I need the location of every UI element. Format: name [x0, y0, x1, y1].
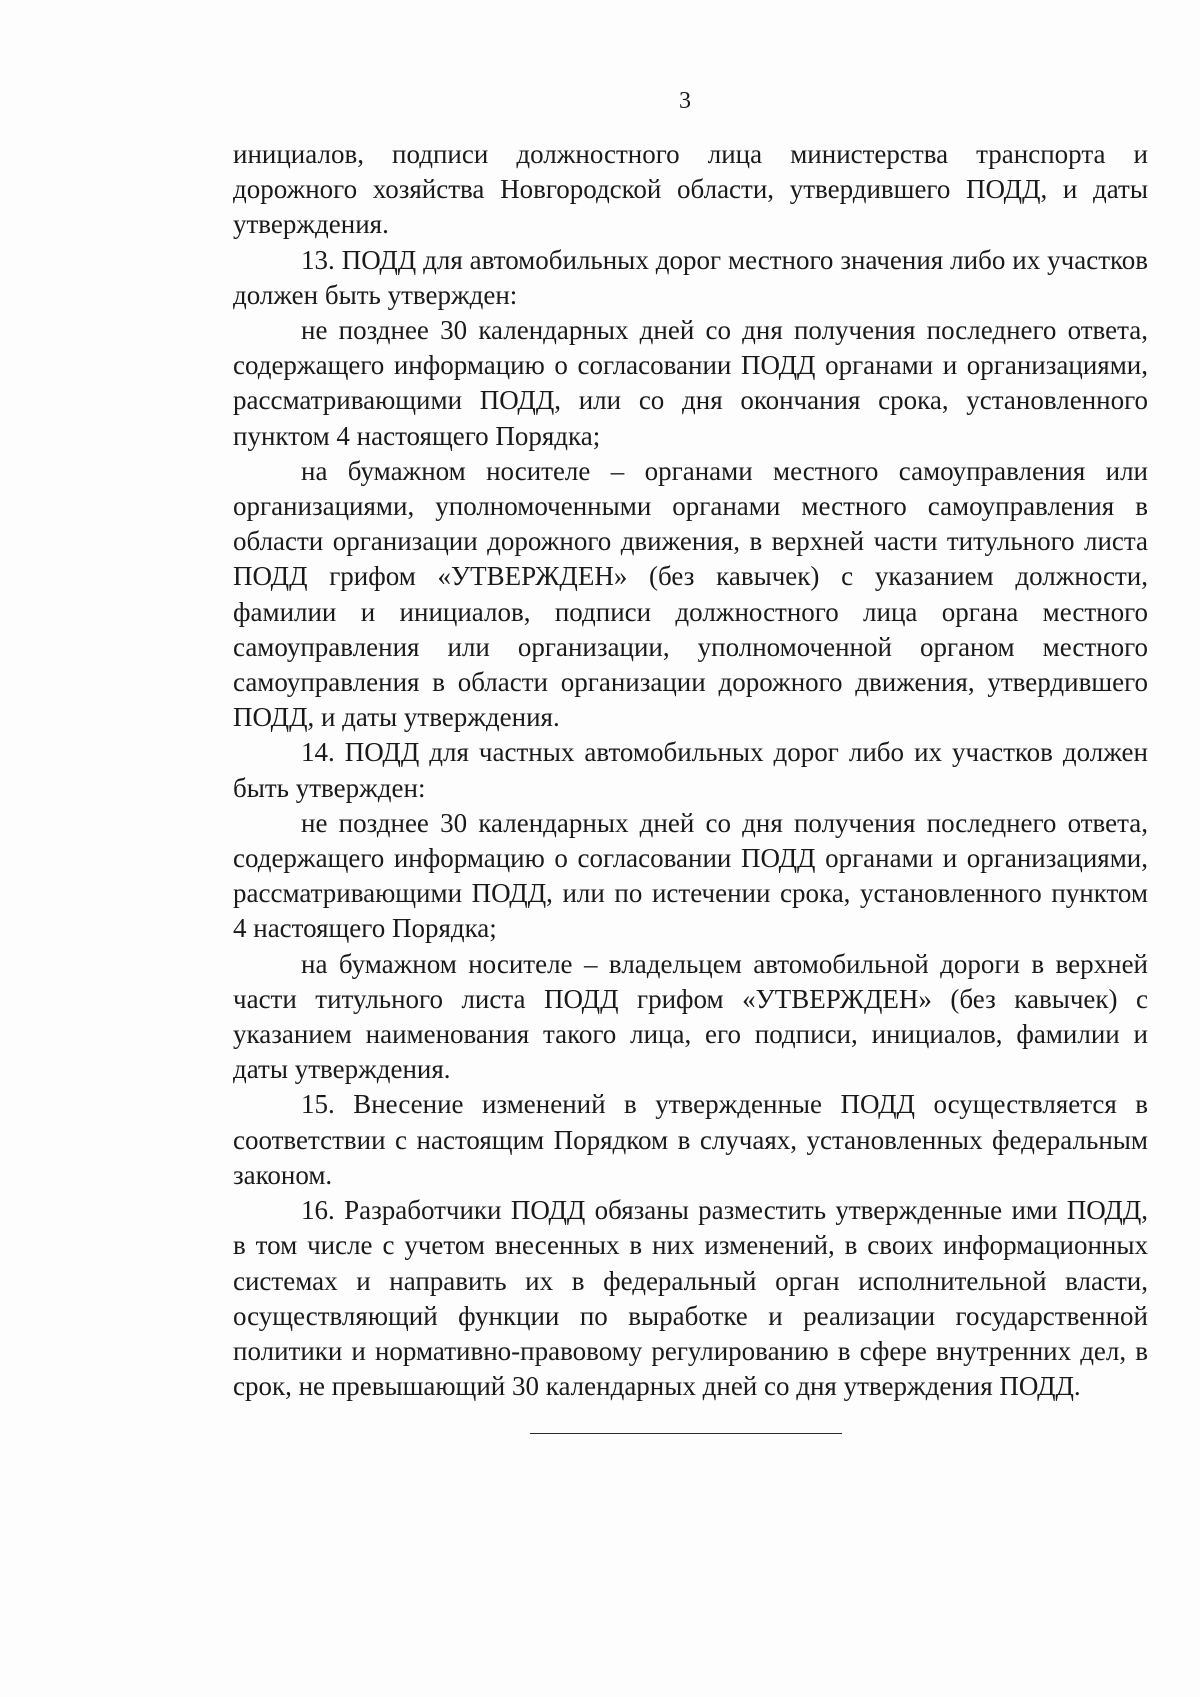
end-of-document-rule [530, 1433, 842, 1434]
paragraph-item-14-deadline: не позднее 30 календарных дней со дня получения последнего ответа, содержащего информацию о согласовании ПОДД органами и организациями, рассматривающими ПОДД, или по истечении срока, установленного пунктом 4 настоящего Порядка; [233, 807, 1148, 944]
paragraph-item-16: 16. Разработчики ПОДД обязаны разместить утвержденные ими ПОДД, в том числе с учетом внесенных в них изменений, в своих информационных системах и направить их в федеральный орган исполнительной власти, осуществляющий функции по выработке и реализации государственной политики и нормативно-правовому регулированию в сфере внутренних дел, в срок, не превышающий 30 календарных дней со дня утверждения ПОДД. [233, 1195, 1148, 1402]
paragraph-continuation: инициалов, подписи должностного лица министерства транспорта и дорожного хозяйства Новгородской области, утвердившего ПОДД, и даты утверждения. [233, 139, 1148, 240]
page-number: 3 [679, 88, 691, 114]
paragraph-item-15: 15. Внесение изменений в утвержденные ПОДД осуществляется в соответствии с настоящим Порядком в случаях, установленных федеральным законом. [233, 1089, 1148, 1190]
paragraph-item-13-paper: на бумажном носителе – органами местного самоуправления или организациями, уполномоченными органами местного самоуправления в области организации дорожного движения, в верхней части титульного листа ПОДД грифом «УТВЕРЖДЕН» (без кавычек) с указанием должности, фамилии и инициалов, подписи должностного лица органа местного самоуправления или организации, уполномоченной органом местного самоуправления в области организации дорожного движения, утвердившего ПОДД, и даты утверждения. [233, 455, 1148, 733]
paragraph-item-14-paper: на бумажном носителе – владельцем автомобильной дороги в верхней части титульного листа ПОДД грифом «УТВЕРЖДЕН» (без кавычек) с указанием наименования такого лица, его подписи, инициалов, фамилии и даты утверждения. [233, 948, 1148, 1085]
paragraph-item-13-deadline: не позднее 30 календарных дней со дня получения последнего ответа, содержащего информацию о согласовании ПОДД органами и организациями, рассматривающими ПОДД, или со дня окончания срока, установленного пунктом 4 настоящего Порядка; [233, 315, 1148, 451]
document-body [233, 137, 1148, 1404]
paragraph-item-13: 13. ПОДД для автомобильных дорог местного значения либо их участков должен быть утвержден: [233, 244, 1148, 310]
paragraph-item-14: 14. ПОДД для частных автомобильных дорог либо их участков должен быть утвержден: [233, 737, 1148, 803]
